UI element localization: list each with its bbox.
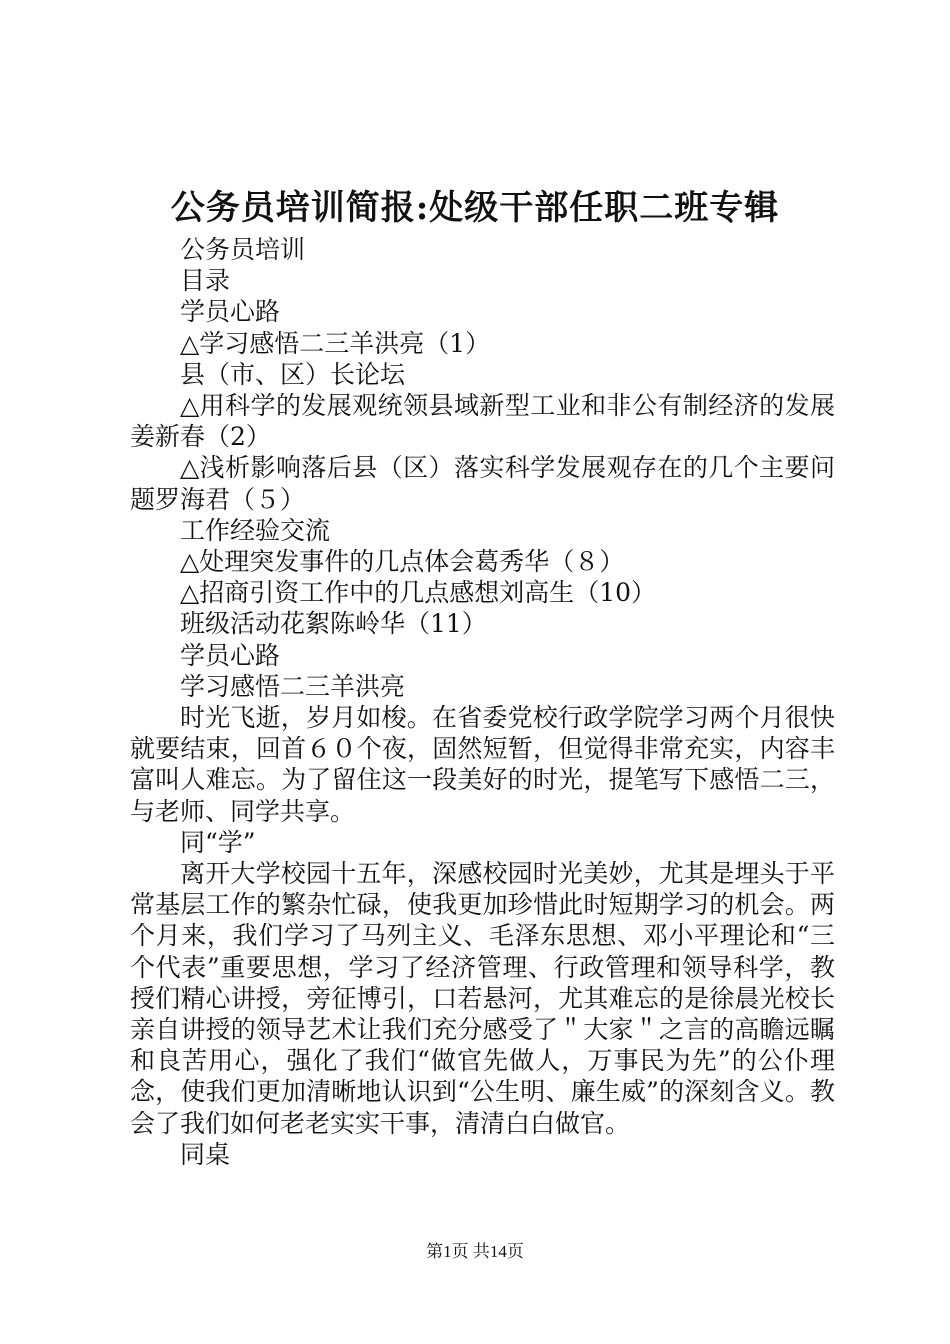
paragraph: 班级活动花絮陈岭华（11） bbox=[180, 609, 487, 639]
paragraph: △处理突发事件的几点体会葛秀华（８） bbox=[180, 547, 625, 577]
paragraph: 同桌 bbox=[180, 1139, 231, 1169]
paragraph: △学习感悟二三羊洪亮（1） bbox=[180, 328, 491, 358]
paragraph: 学员心路 bbox=[180, 640, 281, 670]
paragraph: 目录 bbox=[180, 266, 231, 296]
paragraph: 时光飞逝，岁月如梭。在省委党校行政学院学习两个月很快就要结束，回首６０个夜，固然短暂，但觉得非常充实，内容丰富叫人难忘。为了留住这一段美好的时光，提笔写下感悟二三，与老师、同学共享。 bbox=[130, 703, 835, 826]
paragraph: △招商引资工作中的几点感想刘高生（10） bbox=[180, 578, 657, 608]
paragraph: 工作经验交流 bbox=[180, 515, 331, 545]
paragraph: △用科学的发展观统领县域新型工业和非公有制经济的发展姜新春（2） bbox=[130, 391, 835, 452]
paragraph: 学员心路 bbox=[180, 297, 281, 327]
page-footer: 第1页 共14页 bbox=[426, 1242, 524, 1261]
document-body bbox=[130, 234, 835, 1170]
paragraph: 公务员培训 bbox=[180, 235, 306, 264]
paragraph: △浅析影响落后县（区）落实科学发展观存在的几个主要问题罗海君（５） bbox=[130, 453, 835, 514]
paragraph: 学习感悟二三羊洪亮 bbox=[180, 671, 406, 701]
document-title: 公务员培训简报:处级干部任职二班专辑 bbox=[170, 188, 780, 228]
paragraph: 离开大学校园十五年，深感校园时光美妙，尤其是埋头于平常基层工作的繁杂忙碌，使我更加珍惜此时短期学习的机会。两个月来，我们学习了马列主义、毛泽东思想、邓小平理论和“三个代表”重要思想，学习了经济管理、行政管理和领导科学，教授们精心讲授，旁征博引，口若悬河，尤其难忘的是徐晨光校长亲自讲授的领导艺术让我们充分感受了＂大家＂之言的高瞻远瞩和良苦用心，强化了我们“做官先做人，万事民为先”的公仆理念，使我们更加清晰地认识到“公生明、廉生威”的深刻含义。教会了我们如何老老实实干事，清清白白做官。 bbox=[130, 859, 835, 1138]
paragraph: 同“学” bbox=[180, 827, 256, 857]
paragraph: 县（市、区）长论坛 bbox=[180, 359, 406, 389]
